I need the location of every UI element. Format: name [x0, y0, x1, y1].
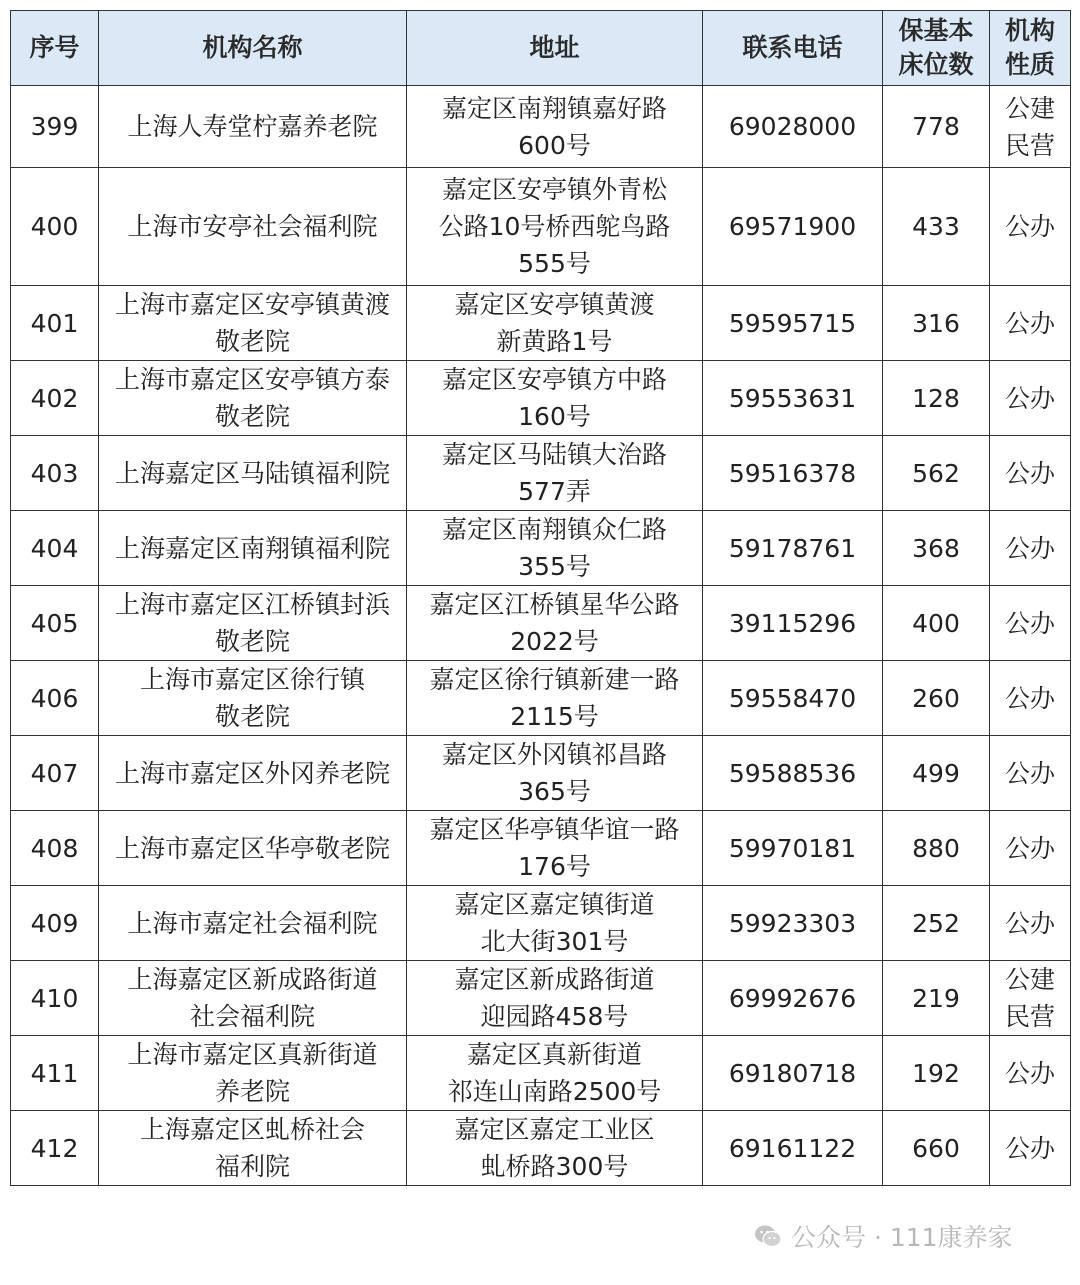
cell-type: 公建 民营: [990, 86, 1071, 168]
table-row: [11, 286, 1071, 361]
cell-serial-number: 402: [11, 361, 99, 436]
cell-phone: 59178761: [703, 511, 883, 586]
cell-type: 公办: [990, 286, 1071, 361]
cell-serial-number: 409: [11, 886, 99, 961]
cell-beds: 562: [883, 436, 990, 511]
cell-serial-number: 410: [11, 961, 99, 1036]
cell-type: 公建 民营: [990, 961, 1071, 1036]
cell-institution-name: 上海市嘉定区徐行镇 敬老院: [99, 661, 407, 736]
cell-beds: 660: [883, 1111, 990, 1186]
table-header: [11, 11, 1071, 86]
cell-beds: 400: [883, 586, 990, 661]
header-address: 地址: [407, 11, 703, 86]
cell-beds: 252: [883, 886, 990, 961]
cell-serial-number: 403: [11, 436, 99, 511]
watermark-text: 公众号 · 111康养家: [791, 1223, 1013, 1252]
cell-type: 公办: [990, 361, 1071, 436]
cell-beds: 880: [883, 811, 990, 886]
cell-beds: 433: [883, 168, 990, 286]
table-row: [11, 436, 1071, 511]
table-row: [11, 586, 1071, 661]
table-row: [11, 661, 1071, 736]
cell-institution-name: 上海市嘉定区安亭镇黄渡 敬老院: [99, 286, 407, 361]
cell-address: 嘉定区华亭镇华谊一路 176号: [407, 811, 703, 886]
cell-serial-number: 405: [11, 586, 99, 661]
cell-institution-name: 上海市嘉定区外冈养老院: [99, 736, 407, 811]
cell-type: 公办: [990, 168, 1071, 286]
cell-type: 公办: [990, 811, 1071, 886]
cell-type: 公办: [990, 661, 1071, 736]
cell-institution-name: 上海市安亭社会福利院: [99, 168, 407, 286]
cell-type: 公办: [990, 436, 1071, 511]
cell-address: 嘉定区安亭镇黄渡 新黄路1号: [407, 286, 703, 361]
cell-institution-name: 上海嘉定区马陆镇福利院: [99, 436, 407, 511]
table-row: [11, 1111, 1071, 1186]
cell-phone: 59923303: [703, 886, 883, 961]
table-row: [11, 886, 1071, 961]
cell-phone: 59588536: [703, 736, 883, 811]
table-row: [11, 511, 1071, 586]
cell-address: 嘉定区南翔镇嘉好路 600号: [407, 86, 703, 168]
cell-serial-number: 412: [11, 1111, 99, 1186]
cell-phone: 59553631: [703, 361, 883, 436]
cell-phone: 69180718: [703, 1036, 883, 1111]
header-serial-number: 序号: [11, 11, 99, 86]
cell-serial-number: 408: [11, 811, 99, 886]
cell-phone: 69161122: [703, 1111, 883, 1186]
cell-address: 嘉定区嘉定镇街道 北大街301号: [407, 886, 703, 961]
cell-type: 公办: [990, 736, 1071, 811]
cell-serial-number: 400: [11, 168, 99, 286]
cell-type: 公办: [990, 1036, 1071, 1111]
cell-phone: 69992676: [703, 961, 883, 1036]
cell-address: 嘉定区江桥镇星华公路 2022号: [407, 586, 703, 661]
cell-beds: 192: [883, 1036, 990, 1111]
cell-institution-name: 上海嘉定区虬桥社会 福利院: [99, 1111, 407, 1186]
header-phone: 联系电话: [703, 11, 883, 86]
cell-beds: 128: [883, 361, 990, 436]
cell-address: 嘉定区真新街道 祁连山南路2500号: [407, 1036, 703, 1111]
header-beds: 保基本 床位数: [883, 11, 990, 86]
cell-serial-number: 399: [11, 86, 99, 168]
header-row: [11, 11, 1071, 86]
cell-phone: 59595715: [703, 286, 883, 361]
cell-type: 公办: [990, 886, 1071, 961]
header-institution-name: 机构名称: [99, 11, 407, 86]
cell-institution-name: 上海市嘉定区华亭敬老院: [99, 811, 407, 886]
table-row: [11, 1036, 1071, 1111]
cell-address: 嘉定区安亭镇方中路 160号: [407, 361, 703, 436]
cell-serial-number: 406: [11, 661, 99, 736]
cell-phone: 59970181: [703, 811, 883, 886]
elderly-care-table: [10, 10, 1071, 1186]
cell-address: 嘉定区安亭镇外青松 公路10号桥西鸵鸟路 555号: [407, 168, 703, 286]
cell-institution-name: 上海市嘉定区江桥镇封浜 敬老院: [99, 586, 407, 661]
table-row: [11, 961, 1071, 1036]
cell-address: 嘉定区嘉定工业区 虬桥路300号: [407, 1111, 703, 1186]
cell-type: 公办: [990, 511, 1071, 586]
cell-phone: 59516378: [703, 436, 883, 511]
cell-address: 嘉定区外冈镇祁昌路 365号: [407, 736, 703, 811]
cell-institution-name: 上海市嘉定区真新街道 养老院: [99, 1036, 407, 1111]
cell-address: 嘉定区南翔镇众仁路 355号: [407, 511, 703, 586]
cell-phone: 39115296: [703, 586, 883, 661]
watermark: [753, 1221, 1013, 1251]
cell-beds: 368: [883, 511, 990, 586]
cell-address: 嘉定区马陆镇大治路 577弄: [407, 436, 703, 511]
table-row: [11, 86, 1071, 168]
cell-phone: 69571900: [703, 168, 883, 286]
cell-institution-name: 上海嘉定区新成路街道 社会福利院: [99, 961, 407, 1036]
table-row: [11, 736, 1071, 811]
cell-address: 嘉定区新成路街道 迎园路458号: [407, 961, 703, 1036]
cell-institution-name: 上海市嘉定社会福利院: [99, 886, 407, 961]
cell-serial-number: 407: [11, 736, 99, 811]
cell-beds: 219: [883, 961, 990, 1036]
table-row: [11, 811, 1071, 886]
cell-serial-number: 404: [11, 511, 99, 586]
cell-institution-name: 上海嘉定区南翔镇福利院: [99, 511, 407, 586]
table-row: [11, 168, 1071, 286]
cell-beds: 778: [883, 86, 990, 168]
cell-type: 公办: [990, 1111, 1071, 1186]
header-type: 机构 性质: [990, 11, 1071, 86]
cell-beds: 260: [883, 661, 990, 736]
table-body: [11, 86, 1071, 1186]
cell-institution-name: 上海人寿堂柠嘉养老院: [99, 86, 407, 168]
cell-beds: 499: [883, 736, 990, 811]
cell-type: 公办: [990, 586, 1071, 661]
table-row: [11, 361, 1071, 436]
cell-institution-name: 上海市嘉定区安亭镇方泰 敬老院: [99, 361, 407, 436]
cell-phone: 59558470: [703, 661, 883, 736]
cell-serial-number: 401: [11, 286, 99, 361]
cell-phone: 69028000: [703, 86, 883, 168]
wechat-logo-icon: [753, 1221, 783, 1251]
cell-serial-number: 411: [11, 1036, 99, 1111]
cell-address: 嘉定区徐行镇新建一路 2115号: [407, 661, 703, 736]
cell-beds: 316: [883, 286, 990, 361]
